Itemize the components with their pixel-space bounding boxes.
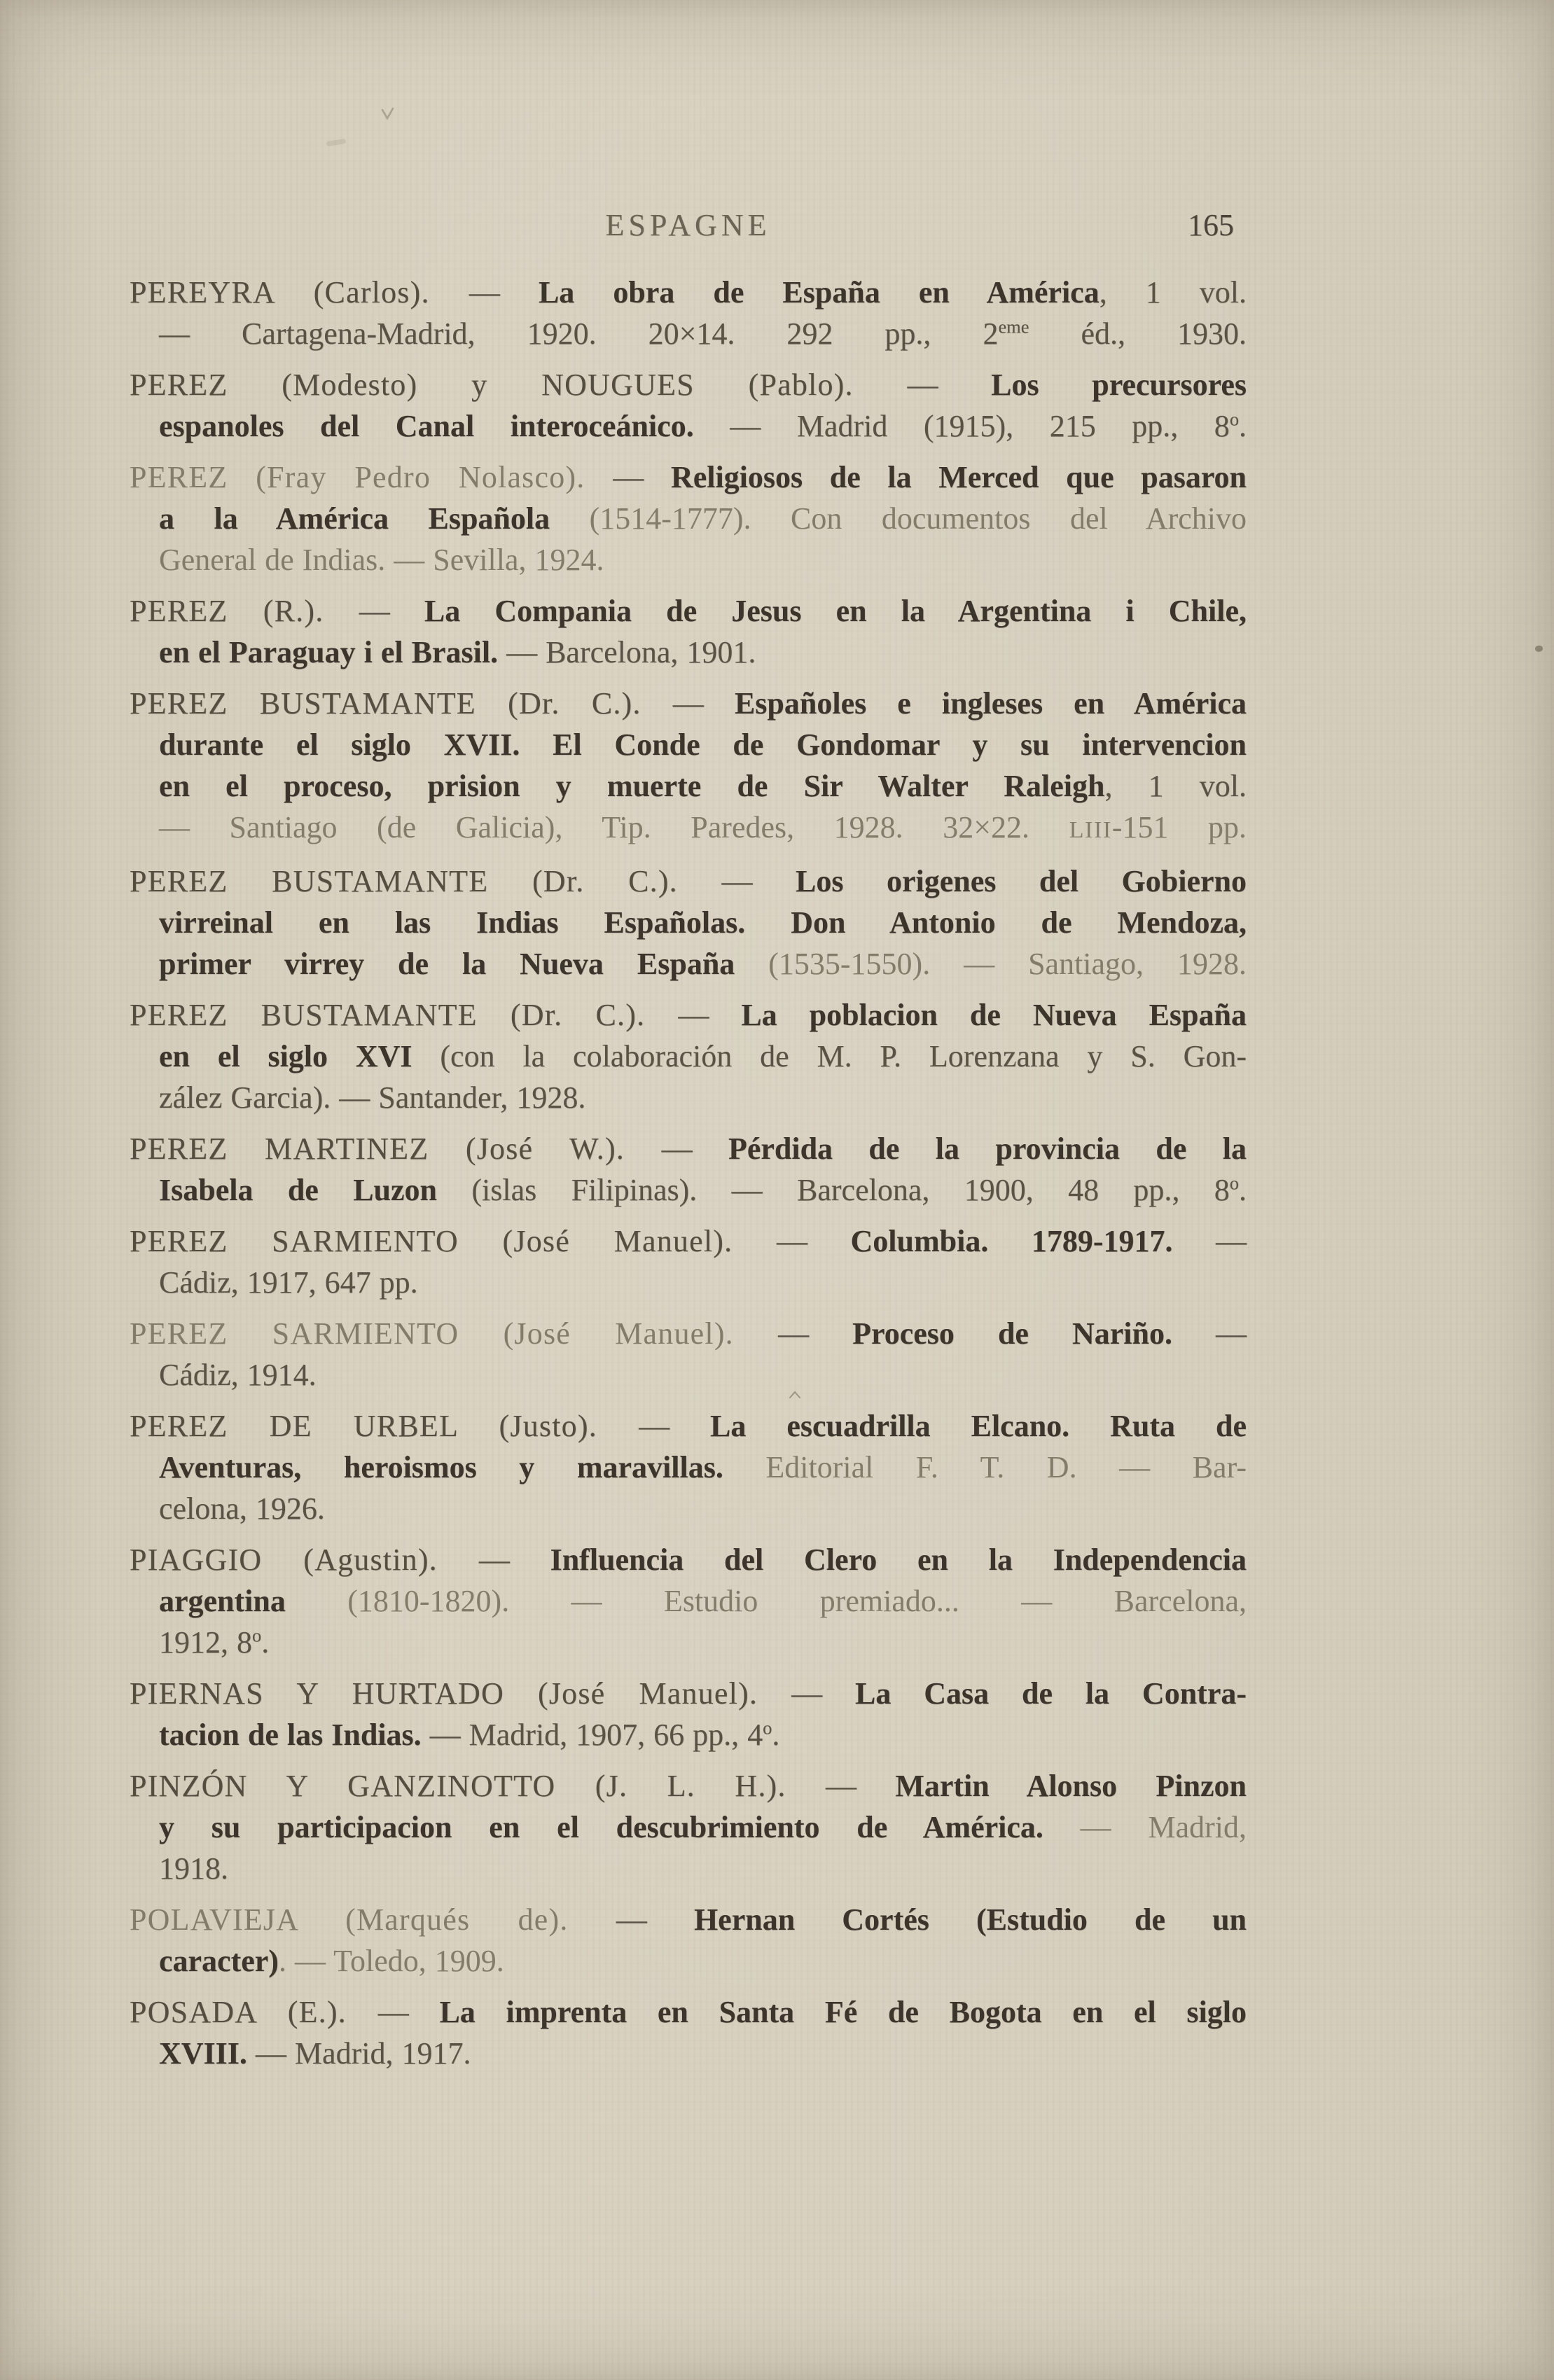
entry-detail: o (1229, 408, 1240, 430)
entry-title: Españoles e ingleses en América (734, 686, 1247, 721)
entry-title: La Casa de la Contra- (855, 1676, 1247, 1711)
entry-detail: o (763, 1717, 772, 1739)
entry-detail: — (639, 1409, 711, 1443)
entry-title: Religiosos de la Merced que pasaron (670, 460, 1247, 494)
entry-line (130, 1991, 1247, 2033)
bibliography-entry (130, 1539, 1247, 1663)
entry-title: Pérdida de la provincia de la (728, 1132, 1247, 1166)
entry-title: Los origenes del Gobierno (796, 864, 1247, 898)
entry-detail: o (1229, 1172, 1239, 1194)
entry-detail: . (772, 1718, 780, 1752)
bibliography-list (130, 272, 1247, 2084)
entry-detail: — Madrid (1915), 215 pp., 8 (693, 409, 1230, 443)
bibliography-entry (130, 457, 1247, 580)
entry-detail: Cádiz, 1917, 647 pp. (159, 1265, 418, 1300)
entry-title: tacion de las Indias. (159, 1718, 430, 1752)
entry-title: Proceso de Nariño. (852, 1316, 1216, 1351)
entry-title: en el siglo XVI (159, 1039, 440, 1073)
entry-line (130, 683, 1247, 724)
bibliography-entry (130, 1673, 1247, 1755)
entry-detail: — (672, 686, 735, 721)
entry-detail: 1918. (159, 1851, 228, 1886)
entry-title: caracter) (159, 1944, 279, 1978)
author-name: PINZÓN Y GANZINOTTO (J. L. H.). (130, 1769, 826, 1803)
entry-line (130, 1580, 1247, 1622)
entry-title: espanoles del Canal interoceánico. (159, 409, 694, 443)
bibliography-entry (130, 1991, 1247, 2074)
entry-detail: celona, 1926. (159, 1491, 325, 1526)
entry-title: La imprenta en Santa Fé de Bogota en el siglo (439, 1995, 1247, 2029)
entry-line (130, 1940, 1247, 1982)
entry-line (130, 861, 1247, 902)
entry-title: en el proceso, prision y muerte de Sir Walter Raleigh (159, 769, 1105, 803)
entry-detail: eme (998, 316, 1029, 337)
entry-line (130, 272, 1247, 313)
entry-line (130, 1262, 1247, 1303)
entry-detail: LIII (1069, 816, 1112, 843)
entry-detail: — (359, 594, 424, 628)
entry-line (130, 943, 1247, 984)
entry-line (130, 1765, 1247, 1807)
entry-detail: — (478, 1543, 550, 1577)
author-name: PEREZ (R.). (130, 594, 359, 628)
entry-title: La obra de España en América (538, 275, 1099, 309)
page-number: 165 (1188, 208, 1234, 242)
author-name: PEREZ BUSTAMANTE (Dr. C.). (130, 998, 679, 1032)
entry-title: Isabela de Luzon (159, 1173, 472, 1207)
entry-title: Aventuras, heroismos y maravillas. (159, 1450, 766, 1484)
entry-title: virreinal en las Indias Españolas. Don Antonio de Mendoza, (159, 905, 1247, 940)
entry-title: La escuadrilla Elcano. Ruta de (710, 1409, 1247, 1443)
bibliography-entry (130, 683, 1247, 851)
entry-line (130, 1899, 1247, 1940)
scan-speck (1535, 646, 1543, 652)
bibliography-entry (130, 1899, 1247, 1982)
entry-line (130, 1128, 1247, 1169)
entry-detail: zález Garcia). — Santander, 1928. (159, 1080, 586, 1115)
author-name: PIAGGIO (Agustin). (130, 1543, 479, 1577)
entry-title: Hernan Cortés (Estudio de un (693, 1902, 1247, 1937)
entry-detail: — (613, 460, 671, 494)
entry-line (130, 2033, 1247, 2074)
entry-title: Columbia. 1789-1917. (850, 1224, 1216, 1258)
entry-detail: -151 pp. (1111, 810, 1247, 844)
page-header (130, 207, 1247, 244)
author-name: PEREZ MARTINEZ (José W.). (130, 1132, 662, 1166)
entry-detail: — (1216, 1316, 1247, 1351)
entry-line (130, 1488, 1247, 1529)
entry-title: primer virrey de la Nueva España (159, 947, 769, 981)
entry-detail: (islas Filipinas). — Barcelona, 1900, 48 pp., 8 (471, 1173, 1230, 1207)
entry-detail: — (616, 1902, 694, 1937)
entry-detail: Cádiz, 1914. (159, 1358, 317, 1392)
entry-title: Martin Alonso Pinzon (895, 1769, 1247, 1803)
entry-line (130, 457, 1247, 498)
entry-detail: . (1239, 409, 1247, 443)
entry-title: La poblacion de Nueva España (741, 998, 1247, 1032)
entry-title: Los precursores (991, 368, 1247, 402)
entry-detail: . (1239, 1173, 1247, 1207)
entry-line (130, 539, 1247, 580)
entry-detail: — (791, 1676, 856, 1711)
author-name: PEREZ DE URBEL (Justo). (130, 1409, 639, 1443)
entry-line (130, 1622, 1247, 1663)
running-header-title: ESPAGNE (605, 208, 771, 242)
bibliography-entry (130, 1313, 1247, 1396)
entry-line (130, 807, 1247, 851)
entry-line (130, 1354, 1247, 1396)
entry-detail: General de Indias. — Sevilla, 1924. (159, 543, 604, 577)
entry-detail: (1535-1550). — Santiago, 1928. (768, 947, 1247, 981)
author-name: POLAVIEJA (Marqués de). (130, 1902, 616, 1937)
entry-line (130, 902, 1247, 943)
author-name: PEREYRA (Carlos). (130, 275, 469, 309)
entry-detail: (con la colaboración de M. P. Lorenzana y S. Gon- (440, 1039, 1247, 1073)
entry-detail: — (907, 368, 992, 402)
entry-detail: — (661, 1132, 728, 1166)
entry-detail: Editorial F. T. D. — Bar- (765, 1450, 1247, 1484)
entry-detail: , 1 vol. (1099, 275, 1247, 309)
bibliography-entry (130, 1128, 1247, 1211)
entry-detail: éd., 1930. (1029, 316, 1247, 351)
author-name: PIERNAS Y HURTADO (José Manuel). (130, 1676, 792, 1711)
entry-detail: — (778, 1316, 853, 1351)
entry-line (130, 364, 1247, 405)
bibliography-entry (130, 1765, 1247, 1889)
entry-detail: . (261, 1625, 270, 1659)
pencil-mark (380, 107, 400, 121)
entry-line (130, 1169, 1247, 1211)
entry-line (130, 1405, 1247, 1447)
author-name: PEREZ BUSTAMANTE (Dr. C.). (130, 864, 722, 898)
entry-title: durante el siglo XVII. El Conde de Gondomar y su intervencion (159, 728, 1247, 762)
bibliography-entry (130, 1405, 1247, 1529)
entry-detail: — Barcelona, 1901. (506, 635, 756, 669)
entry-title: y su participacion en el descubrimiento de América. (159, 1810, 1081, 1844)
entry-detail: (1514-1777). Con documentos del Archivo (589, 501, 1247, 536)
entry-detail: — (777, 1224, 851, 1258)
entry-line (130, 1807, 1247, 1848)
entry-detail: . — Toledo, 1909. (278, 1944, 504, 1978)
entry-title: La Compania de Jesus en la Argentina i Chile, (424, 594, 1247, 628)
entry-line (130, 1539, 1247, 1580)
author-name: PEREZ (Fray Pedro Nolasco). (130, 460, 613, 494)
entry-detail: (1810-1820). — Estudio premiado... — Barcelona, (347, 1584, 1247, 1618)
entry-line (130, 765, 1247, 807)
entry-title: XVIII. (159, 2036, 256, 2071)
bibliography-entry (130, 590, 1247, 673)
scan-smudge (326, 139, 347, 146)
entry-detail: — (678, 998, 742, 1032)
entry-detail: — Santiago (de Galicia), Tip. Paredes, 1928. 32×22. (159, 810, 1069, 844)
entry-line (130, 1673, 1247, 1714)
entry-detail: o (252, 1624, 262, 1646)
entry-detail: 1912, 8 (159, 1625, 252, 1659)
entry-detail: — (1216, 1224, 1247, 1258)
entry-line (130, 313, 1247, 354)
entry-detail: — Cartagena-Madrid, 1920. 20×14. 292 pp., 2 (159, 316, 999, 351)
author-name: POSADA (E.). (130, 1995, 378, 2029)
bibliography-entry (130, 272, 1247, 354)
entry-line (130, 1714, 1247, 1755)
entry-detail: — (721, 864, 796, 898)
author-name: PEREZ SARMIENTO (José Manuel). (130, 1316, 779, 1351)
entry-title: a la América Española (159, 501, 590, 536)
entry-title: Influencia del Clero en la Independencia (550, 1543, 1247, 1577)
entry-line (130, 1313, 1247, 1354)
bibliography-entry (130, 1220, 1247, 1303)
entry-detail: — (826, 1769, 896, 1803)
entry-line (130, 1077, 1247, 1118)
entry-title: argentina (159, 1584, 348, 1618)
entry-line (130, 994, 1247, 1036)
entry-line (130, 405, 1247, 447)
entry-detail: — Madrid, 1907, 66 pp., 4 (429, 1718, 763, 1752)
bibliography-entry (130, 994, 1247, 1118)
entry-line (130, 498, 1247, 539)
author-name: PEREZ (Modesto) y NOUGUES (Pablo). (130, 368, 908, 402)
entry-line (130, 1036, 1247, 1077)
entry-line (130, 724, 1247, 765)
bibliography-entry (130, 861, 1247, 984)
entry-line (130, 1447, 1247, 1488)
bibliography-entry (130, 364, 1247, 447)
entry-detail: , 1 vol. (1104, 769, 1247, 803)
entry-line (130, 1848, 1247, 1889)
entry-detail: — Madrid, 1917. (255, 2036, 471, 2071)
entry-line (130, 590, 1247, 632)
entry-line (130, 1220, 1247, 1262)
entry-line (130, 632, 1247, 673)
entry-title: en el Paraguay i el Brasil. (159, 635, 507, 669)
entry-detail: — Madrid, (1080, 1810, 1247, 1844)
entry-detail: — (469, 275, 539, 309)
author-name: PEREZ BUSTAMANTE (Dr. C.). (130, 686, 673, 721)
entry-detail: — (377, 1995, 440, 2029)
author-name: PEREZ SARMIENTO (José Manuel). (130, 1224, 777, 1258)
